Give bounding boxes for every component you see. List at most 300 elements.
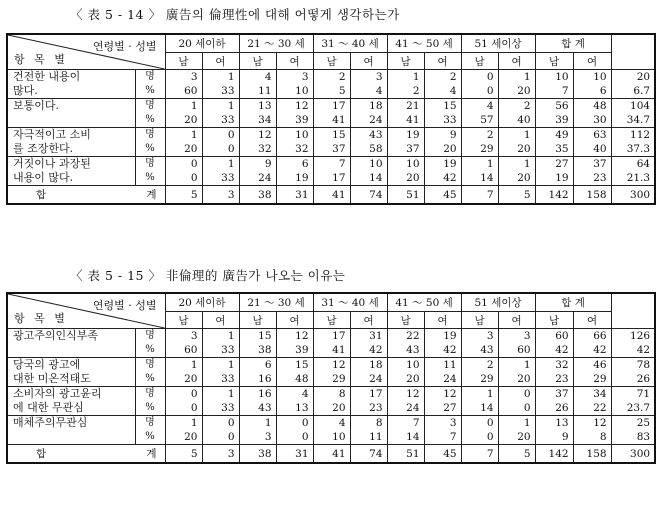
sum-header <box>611 293 655 329</box>
percent-value: 20 <box>184 431 198 443</box>
sum-cell <box>611 70 655 99</box>
sum-value: 23.7 <box>626 402 651 414</box>
count-value: 10 <box>555 71 569 83</box>
data-cell <box>573 70 611 99</box>
percent-value: 42 <box>369 344 383 356</box>
sex-header: 남 <box>239 53 276 70</box>
sum-cell <box>611 99 655 128</box>
percent-value: 10 <box>295 85 309 97</box>
data-cell <box>573 99 611 128</box>
count-value: 1 <box>264 417 272 429</box>
data-cell <box>387 99 424 128</box>
total-label: 합 <box>36 448 49 460</box>
percent-value: 17 <box>332 172 346 184</box>
count-value: 1 <box>227 100 235 112</box>
percent-value: 14 <box>406 431 420 443</box>
percent-value: 41 <box>406 114 420 126</box>
sum-value: 26 <box>636 373 651 385</box>
data-cell <box>350 387 387 416</box>
percent-value: 33 <box>221 373 235 385</box>
count-value: 1 <box>486 158 494 170</box>
sex-header: 남 <box>313 53 350 70</box>
count-value: 12 <box>443 388 457 400</box>
data-cell <box>573 416 611 445</box>
data-cell <box>313 358 350 387</box>
age-group-header: 합 계 <box>535 34 611 53</box>
data-cell <box>535 387 573 416</box>
unit-label: 명 <box>145 71 155 82</box>
total-value: 74 <box>350 186 387 205</box>
percent-value: 41 <box>332 114 346 126</box>
count-value: 10 <box>406 359 420 371</box>
count-value: 10 <box>593 71 607 83</box>
percent-value: 33 <box>221 85 235 97</box>
sum-value: 6.7 <box>633 85 651 97</box>
row-label <box>7 157 135 186</box>
count-value: 1 <box>523 129 531 141</box>
row-label-line: 당국의 광고에 <box>13 358 81 371</box>
row-label-line <box>13 430 135 444</box>
count-value: 9 <box>264 158 272 170</box>
count-value: 13 <box>555 417 569 429</box>
unit-cell <box>135 128 165 157</box>
sex-header: 여 <box>498 312 535 329</box>
percent-value: 32 <box>258 143 272 155</box>
data-cell <box>573 358 611 387</box>
total-label-suffix: 계 <box>146 448 159 460</box>
data-cell <box>276 358 313 387</box>
header-corner <box>7 293 165 329</box>
percent-value: 16 <box>258 373 272 385</box>
unit-label: % <box>145 402 155 413</box>
data-cell <box>202 99 239 128</box>
table-caption: 〈 表 5 - 15 〉 非倫理的 廣告가 나오는 이유는 <box>70 268 346 283</box>
survey-table <box>6 292 656 464</box>
data-cell <box>424 416 461 445</box>
percent-value: 29 <box>593 373 607 385</box>
percent-value: 60 <box>184 344 198 356</box>
table-caption: 〈 表 5 - 14 〉 廣告의 倫理性에 대해 어떻게 생각하는가 <box>70 7 400 22</box>
total-value: 142 <box>535 186 573 205</box>
percent-value: 11 <box>258 85 272 97</box>
data-cell <box>313 70 350 99</box>
data-cell <box>498 358 535 387</box>
count-value: 7 <box>338 158 346 170</box>
count-value: 0 <box>227 417 235 429</box>
percent-value: 48 <box>295 373 309 385</box>
data-cell <box>165 99 202 128</box>
count-value: 1 <box>190 129 198 141</box>
percent-value: 22 <box>593 402 607 414</box>
data-cell <box>202 387 239 416</box>
data-cell <box>239 358 276 387</box>
count-value: 4 <box>338 417 346 429</box>
data-cell <box>498 70 535 99</box>
count-value: 2 <box>486 129 494 141</box>
data-cell <box>498 416 535 445</box>
count-value: 12 <box>332 359 346 371</box>
header-age-sex-label: 연령별 · 성별 <box>92 299 157 312</box>
count-value: 1 <box>227 71 235 83</box>
count-value: 0 <box>486 71 494 83</box>
table-row <box>7 157 655 186</box>
percent-value: 42 <box>443 172 457 184</box>
sex-header: 남 <box>313 312 350 329</box>
data-cell <box>424 70 461 99</box>
data-cell <box>313 99 350 128</box>
data-cell <box>535 128 573 157</box>
percent-value: 26 <box>555 402 569 414</box>
count-value: 4 <box>264 71 272 83</box>
data-cell <box>350 99 387 128</box>
sum-cell <box>611 358 655 387</box>
count-value: 1 <box>227 359 235 371</box>
row-label-line <box>13 343 135 357</box>
data-cell <box>387 387 424 416</box>
percent-value: 11 <box>369 431 383 443</box>
sex-header: 여 <box>424 312 461 329</box>
header-row <box>7 34 655 53</box>
percent-value: 33 <box>221 172 235 184</box>
data-cell <box>461 70 498 99</box>
grand-total: 300 <box>611 186 655 205</box>
total-value: 5 <box>498 186 535 205</box>
data-cell <box>313 416 350 445</box>
percent-value: 20 <box>517 85 531 97</box>
unit-cell <box>135 416 165 445</box>
percent-value: 0 <box>486 431 494 443</box>
sex-header: 남 <box>387 53 424 70</box>
data-cell <box>313 387 350 416</box>
count-value: 17 <box>332 100 346 112</box>
total-value: 7 <box>461 445 498 464</box>
data-cell <box>239 128 276 157</box>
count-value: 10 <box>295 129 309 141</box>
data-cell <box>573 329 611 358</box>
table-row <box>7 329 655 358</box>
age-group-header: 41 ～ 50 세 <box>387 293 461 312</box>
header-item-label: 항 목 별 <box>14 312 68 325</box>
percent-value: 10 <box>332 431 346 443</box>
percent-value: 29 <box>480 143 494 155</box>
percent-value: 13 <box>295 402 309 414</box>
total-row <box>7 445 655 464</box>
sum-cell <box>611 128 655 157</box>
total-value: 3 <box>202 445 239 464</box>
count-value: 7 <box>412 417 420 429</box>
percent-value: 24 <box>369 114 383 126</box>
unit-cell <box>135 358 165 387</box>
count-value: 0 <box>486 417 494 429</box>
data-cell <box>535 70 573 99</box>
sex-header: 여 <box>202 53 239 70</box>
data-cell <box>498 99 535 128</box>
sex-header: 남 <box>387 312 424 329</box>
total-value: 142 <box>535 445 573 464</box>
age-group-header: 51 세이상 <box>461 34 535 53</box>
unit-label: % <box>145 85 155 96</box>
data-cell <box>387 70 424 99</box>
data-cell <box>276 329 313 358</box>
age-group-header: 41 ～ 50 세 <box>387 34 461 53</box>
count-value: 3 <box>449 417 457 429</box>
percent-value: 9 <box>561 431 569 443</box>
count-value: 0 <box>190 388 198 400</box>
row-label-line: 보통이다. <box>13 99 60 112</box>
percent-value: 37 <box>332 143 346 155</box>
count-value: 0 <box>227 129 235 141</box>
sex-header: 남 <box>165 312 202 329</box>
count-value: 1 <box>523 359 531 371</box>
count-value: 1 <box>227 158 235 170</box>
sum-value: 37.3 <box>626 143 651 155</box>
count-value: 8 <box>375 417 383 429</box>
count-value: 2 <box>449 71 457 83</box>
percent-value: 38 <box>258 344 272 356</box>
total-value: 45 <box>424 445 461 464</box>
percent-value: 5 <box>338 85 346 97</box>
row-label <box>7 387 135 416</box>
percent-value: 41 <box>332 344 346 356</box>
count-value: 3 <box>375 71 383 83</box>
percent-value: 33 <box>443 114 457 126</box>
count-value: 12 <box>295 330 309 342</box>
row-label <box>7 128 135 157</box>
count-value: 1 <box>190 100 198 112</box>
count-value: 10 <box>406 158 420 170</box>
data-cell <box>239 416 276 445</box>
unit-label: 명 <box>145 330 155 341</box>
count-value: 31 <box>369 330 383 342</box>
count-value: 27 <box>555 158 569 170</box>
percent-value: 20 <box>184 114 198 126</box>
percent-value: 0 <box>301 431 309 443</box>
data-cell <box>165 416 202 445</box>
row-label <box>7 358 135 387</box>
age-group-header: 31 ～ 40 세 <box>313 34 387 53</box>
percent-value: 3 <box>264 431 272 443</box>
sum-cell <box>611 387 655 416</box>
percent-value: 8 <box>599 431 607 443</box>
count-value: 1 <box>227 388 235 400</box>
count-value: 66 <box>593 330 607 342</box>
count-value: 0 <box>301 417 309 429</box>
percent-value: 35 <box>555 143 569 155</box>
total-value: 38 <box>239 186 276 205</box>
data-cell <box>276 70 313 99</box>
total-label-cell <box>7 445 165 464</box>
data-cell <box>350 70 387 99</box>
percent-value: 4 <box>449 85 457 97</box>
data-cell <box>165 329 202 358</box>
count-value: 2 <box>486 359 494 371</box>
total-value: 41 <box>313 445 350 464</box>
total-label-cell <box>7 186 165 205</box>
data-cell <box>573 157 611 186</box>
data-cell <box>313 157 350 186</box>
count-value: 43 <box>369 129 383 141</box>
count-value: 19 <box>443 158 457 170</box>
data-cell <box>165 157 202 186</box>
data-cell <box>498 329 535 358</box>
data-cell <box>165 358 202 387</box>
total-value: 41 <box>313 186 350 205</box>
row-label-line: 에 대한 무관심 <box>13 401 84 414</box>
sum-value: 83 <box>636 431 651 443</box>
row-label <box>7 416 135 445</box>
row-label-line: 를 조장한다. <box>13 142 74 155</box>
sum-value: 64 <box>636 158 651 170</box>
age-group-header: 21 ～ 30 세 <box>239 293 313 312</box>
count-value: 18 <box>369 100 383 112</box>
data-cell <box>202 358 239 387</box>
row-label-line <box>13 113 135 127</box>
sum-value: 34.7 <box>626 114 651 126</box>
count-value: 34 <box>593 388 607 400</box>
sex-header: 여 <box>498 53 535 70</box>
data-cell <box>461 329 498 358</box>
sum-value: 21.3 <box>626 172 651 184</box>
sum-header <box>611 34 655 70</box>
percent-value: 20 <box>406 373 420 385</box>
percent-value: 32 <box>295 143 309 155</box>
count-value: 15 <box>258 330 272 342</box>
data-cell <box>461 358 498 387</box>
row-label-line: 건전한 내용이 <box>13 70 81 83</box>
data-cell <box>276 128 313 157</box>
percent-value: 20 <box>517 143 531 155</box>
sum-value: 78 <box>636 359 651 371</box>
data-cell <box>498 128 535 157</box>
header-corner <box>7 34 165 70</box>
row-label-line: 거짓이나 과장된 <box>13 157 91 170</box>
count-value: 1 <box>190 359 198 371</box>
sex-header: 여 <box>424 53 461 70</box>
data-cell <box>424 128 461 157</box>
percent-value: 33 <box>221 344 235 356</box>
sex-header: 남 <box>535 53 573 70</box>
row-label-line: 소비자의 광고윤리 <box>13 387 102 400</box>
percent-value: 6 <box>599 85 607 97</box>
percent-value: 34 <box>258 114 272 126</box>
table-row <box>7 128 655 157</box>
table-row <box>7 70 655 99</box>
data-cell <box>202 70 239 99</box>
sex-header: 여 <box>276 53 313 70</box>
count-value: 6 <box>301 158 309 170</box>
total-value: 5 <box>498 445 535 464</box>
data-cell <box>239 70 276 99</box>
count-value: 3 <box>486 330 494 342</box>
percent-value: 0 <box>486 85 494 97</box>
sum-value: 71 <box>636 388 651 400</box>
total-value: 74 <box>350 445 387 464</box>
count-value: 11 <box>443 359 457 371</box>
percent-value: 42 <box>593 344 607 356</box>
count-value: 21 <box>406 100 420 112</box>
percent-value: 20 <box>443 143 457 155</box>
count-value: 18 <box>369 359 383 371</box>
row-label-line: 자극적이고 소비 <box>13 128 91 141</box>
count-value: 15 <box>295 359 309 371</box>
data-cell <box>165 128 202 157</box>
header-row <box>7 293 655 312</box>
data-cell <box>276 99 313 128</box>
data-cell <box>276 157 313 186</box>
grand-total: 300 <box>611 445 655 464</box>
sum-value: 42 <box>636 344 651 356</box>
percent-value: 24 <box>443 373 457 385</box>
sex-header: 여 <box>350 312 387 329</box>
percent-value: 0 <box>523 402 531 414</box>
unit-label: % <box>145 431 155 442</box>
row-label <box>7 70 135 99</box>
sex-header: 남 <box>535 312 573 329</box>
count-value: 2 <box>338 71 346 83</box>
total-value: 158 <box>573 186 611 205</box>
count-value: 1 <box>523 417 531 429</box>
percent-value: 20 <box>517 172 531 184</box>
percent-value: 14 <box>369 172 383 184</box>
count-value: 1 <box>227 330 235 342</box>
total-label-suffix: 계 <box>146 189 159 201</box>
data-cell <box>239 329 276 358</box>
count-value: 46 <box>593 359 607 371</box>
data-cell <box>498 157 535 186</box>
count-value: 17 <box>332 330 346 342</box>
sex-header: 남 <box>239 312 276 329</box>
data-cell <box>202 157 239 186</box>
sex-header: 여 <box>573 53 611 70</box>
unit-label: 명 <box>145 417 155 428</box>
age-group-header: 21 ～ 30 세 <box>239 34 313 53</box>
percent-value: 24 <box>406 402 420 414</box>
percent-value: 23 <box>555 373 569 385</box>
percent-value: 20 <box>332 402 346 414</box>
sex-header: 여 <box>573 312 611 329</box>
data-cell <box>573 128 611 157</box>
count-value: 4 <box>301 388 309 400</box>
unit-label: 명 <box>145 388 155 399</box>
data-cell <box>424 157 461 186</box>
unit-cell <box>135 99 165 128</box>
row-label-line: 매체주의무관심 <box>13 416 88 429</box>
total-value: 38 <box>239 445 276 464</box>
survey-table <box>6 33 656 205</box>
percent-value: 39 <box>555 114 569 126</box>
count-value: 19 <box>443 330 457 342</box>
count-value: 8 <box>338 388 346 400</box>
count-value: 3 <box>301 71 309 83</box>
percent-value: 29 <box>332 373 346 385</box>
percent-value: 60 <box>184 85 198 97</box>
unit-label: % <box>145 172 155 183</box>
table-row <box>7 387 655 416</box>
data-cell <box>387 329 424 358</box>
count-value: 0 <box>523 388 531 400</box>
data-cell <box>573 387 611 416</box>
percent-value: 42 <box>555 344 569 356</box>
data-cell <box>498 387 535 416</box>
sex-header: 여 <box>350 53 387 70</box>
percent-value: 43 <box>406 344 420 356</box>
total-row <box>7 186 655 205</box>
count-value: 13 <box>258 100 272 112</box>
count-value: 1 <box>486 388 494 400</box>
count-value: 10 <box>369 158 383 170</box>
percent-value: 23 <box>593 172 607 184</box>
count-value: 16 <box>258 388 272 400</box>
